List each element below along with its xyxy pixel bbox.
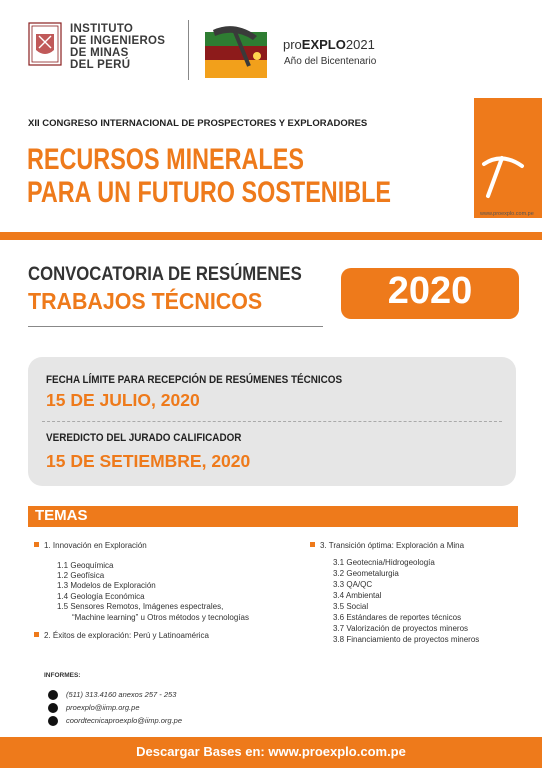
bullet-icon: [34, 632, 39, 637]
proexplo-year: 2021: [345, 37, 375, 52]
proexplo-prefix: pro: [283, 37, 302, 52]
email-address[interactable]: proexplo@iimp.org.pe: [66, 703, 140, 712]
email-icon: [48, 703, 58, 713]
temas-header-bar: [28, 506, 518, 527]
proexplo-subtitle: Año del Bicentenario: [284, 56, 377, 67]
email-icon: [48, 716, 58, 726]
call-line1: CONVOCATORIA DE RESÚMENES: [28, 264, 302, 285]
topic-item: 3.1 Geotecnia/Hidrogeología: [333, 558, 435, 567]
bullet-icon: [34, 542, 39, 547]
topic-heading: [310, 541, 464, 550]
topic-heading: [34, 541, 147, 550]
download-link[interactable]: Descargar Bases en: www.proexplo.com.pe: [136, 744, 406, 759]
bullet-icon: [310, 542, 315, 547]
topic-item: 3.3 QA/QC: [333, 580, 373, 589]
phone-number: (511) 313.4160 anexos 257 - 253: [66, 690, 177, 699]
topic-item: 3.6 Estándares de reportes técnicos: [333, 613, 462, 622]
topic-item: 1.1 Geoquímica: [57, 561, 114, 570]
iimp-line: DE MINAS: [70, 47, 129, 59]
phone-icon: [48, 690, 58, 700]
iimp-line: DEL PERÚ: [70, 59, 131, 71]
proexplo-pickaxe-logo: [205, 22, 275, 80]
iimp-line: DE INGENIEROS: [70, 35, 166, 47]
topic-item: 1.3 Modelos de Exploración: [57, 581, 156, 590]
iimp-name: [70, 23, 165, 71]
email-address[interactable]: coordtecnicaproexplo@iimp.org.pe: [66, 716, 183, 725]
topic-heading-text: 3. Transición óptima: Exploración a Mina: [320, 541, 465, 550]
topic-heading-text: 2. Éxitos de exploración: Perú y Latinoamérica: [44, 631, 209, 640]
iimp-crest-logo: [28, 22, 62, 66]
call-line2: TRABAJOS TÉCNICOS: [28, 288, 263, 314]
year-text: 2020: [387, 270, 473, 312]
verdict-label: VEREDICTO DEL JURADO CALIFICADOR: [46, 432, 242, 444]
main-title-line2: PARA UN FUTURO SOSTENIBLE: [27, 176, 392, 209]
deadline-divider: [42, 421, 502, 422]
topic-heading-text: 1. Innovación en Exploración: [44, 541, 147, 550]
topic-item: 1.2 Geofísica: [57, 571, 105, 580]
verdict-date: 15 DE SETIEMBRE, 2020: [46, 451, 251, 471]
pickaxe-icon: [478, 150, 526, 200]
topic-item: “Machine learning” u Otros métodos y tecnologías: [72, 613, 249, 622]
proexplo-wordmark: [283, 37, 375, 52]
topic-item: 3.5 Social: [333, 602, 369, 611]
congress-name: XII CONGRESO INTERNACIONAL DE PROSPECTORES Y EXPLORADORES: [28, 118, 368, 129]
topic-item: 3.7 Valorización de proyectos mineros: [333, 624, 469, 633]
main-title-line1: RECURSOS MINERALES: [27, 143, 304, 176]
topic-item: 3.8 Financiamiento de proyectos mineros: [333, 635, 480, 644]
informes-label: INFORMES:: [44, 672, 81, 679]
small-website-url: www.proexplo.com.pe: [480, 211, 534, 217]
deadline-date: 15 DE JULIO, 2020: [46, 390, 200, 410]
deadline-label: FECHA LÍMITE PARA RECEPCIÓN DE RESÚMENES TÉCNICOS: [46, 374, 343, 386]
topic-item: 3.4 Ambiental: [333, 591, 382, 600]
header-divider: [188, 20, 189, 80]
topic-heading: [34, 631, 209, 640]
topic-item: 1.5 Sensores Remotos, Imágenes espectrales,: [57, 602, 224, 611]
call-underline: [28, 326, 323, 327]
topic-item: 3.2 Geometalurgia: [333, 569, 399, 578]
proexplo-bold: EXPLO: [301, 37, 346, 52]
temas-title: TEMAS: [35, 507, 88, 524]
orange-separator: [0, 232, 542, 240]
topic-item: 1.4 Geología Económica: [57, 592, 145, 601]
iimp-line: INSTITUTO: [70, 23, 134, 35]
